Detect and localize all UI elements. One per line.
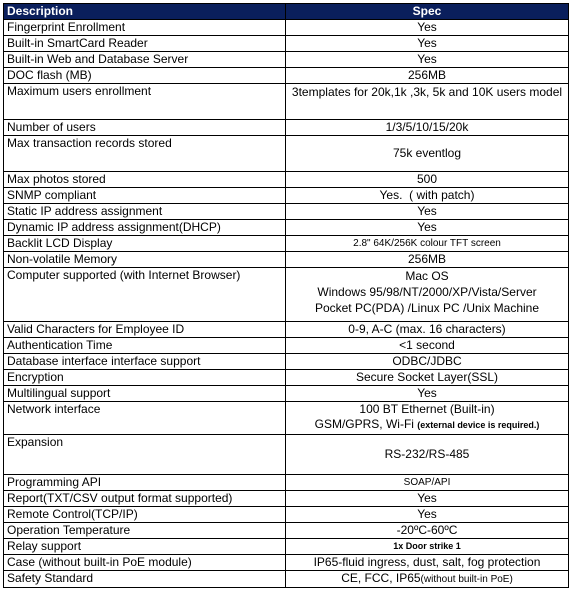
spec-line-text: GSM/GPRS, Wi-Fi [314, 417, 414, 431]
row-spec: IP65-fluid ingress, dust, salt, fog protection [286, 555, 569, 571]
row-spec: Yes [286, 507, 569, 523]
row-description: Built-in SmartCard Reader [4, 36, 286, 52]
row-description: Static IP address assignment [4, 204, 286, 220]
row-spec: 1/3/5/10/15/20k [286, 120, 569, 136]
row-description: Maximum users enrollment [4, 84, 286, 120]
table-row [4, 475, 569, 491]
spec-note: (external device is required.) [417, 420, 540, 430]
row-description: Backlit LCD Display [4, 236, 286, 252]
table-row [4, 338, 569, 354]
row-spec: ODBC/JDBC [286, 354, 569, 370]
row-spec [286, 571, 569, 588]
table-row [4, 68, 569, 84]
table-row [4, 36, 569, 52]
table-row [4, 188, 569, 204]
row-spec: 75k eventlog [286, 136, 569, 172]
row-spec: <1 second [286, 338, 569, 354]
table-row [4, 252, 569, 268]
row-spec: SOAP/API [286, 475, 569, 491]
row-spec [286, 402, 569, 435]
row-spec: Yes [286, 386, 569, 402]
row-description: Operation Temperature [4, 523, 286, 539]
row-description: Dynamic IP address assignment(DHCP) [4, 220, 286, 236]
row-description: Encryption [4, 370, 286, 386]
table-row [4, 555, 569, 571]
row-description: DOC flash (MB) [4, 68, 286, 84]
spec-note: (without built-in PoE) [420, 574, 513, 585]
row-description: Max transaction records stored [4, 136, 286, 172]
header-row [4, 4, 569, 20]
row-spec: 2.8" 64K/256K colour TFT screen [286, 236, 569, 252]
row-spec: Yes [286, 36, 569, 52]
row-description: Network interface [4, 402, 286, 435]
row-spec: Yes [286, 204, 569, 220]
row-description: Multilingual support [4, 386, 286, 402]
table-row [4, 491, 569, 507]
row-spec: 256MB [286, 252, 569, 268]
row-description: Database interface interface support [4, 354, 286, 370]
table-row [4, 20, 569, 36]
table-row [4, 136, 569, 172]
table-row [4, 523, 569, 539]
row-description: Case (without built-in PoE module) [4, 555, 286, 571]
spec-line: Windows 95/98/NT/2000/XP/Vista/Server [317, 285, 537, 299]
table-row [4, 268, 569, 322]
row-spec: Yes [286, 491, 569, 507]
row-spec: 256MB [286, 68, 569, 84]
row-spec: 3templates for 20k,1k ,3k, 5k and 10K users model [286, 84, 569, 120]
table-row [4, 204, 569, 220]
spec-line: Mac OS [405, 269, 449, 283]
table-row [4, 507, 569, 523]
table-row [4, 571, 569, 588]
row-description: Valid Characters for Employee ID [4, 322, 286, 338]
table-row [4, 386, 569, 402]
spec-line [289, 417, 565, 433]
row-spec: Secure Socket Layer(SSL) [286, 370, 569, 386]
row-description: Remote Control(TCP/IP) [4, 507, 286, 523]
table-row [4, 236, 569, 252]
spec-line: Pocket PC(PDA) /Linux PC /Unix Machine [314, 301, 540, 315]
table-row [4, 370, 569, 386]
row-spec: 0-9, A-C (max. 16 characters) [286, 322, 569, 338]
row-spec: RS-232/RS-485 [286, 435, 569, 475]
row-description: Safety Standard [4, 571, 286, 588]
table-row [4, 402, 569, 435]
table-row [4, 52, 569, 68]
row-spec: 1x Door strike 1 [286, 539, 569, 555]
row-description: Computer supported (with Internet Browser) [4, 268, 286, 322]
table-row [4, 539, 569, 555]
row-description: Max photos stored [4, 172, 286, 188]
spec-table [3, 3, 569, 588]
table-row [4, 322, 569, 338]
row-spec: Yes [286, 20, 569, 36]
row-description: Authentication Time [4, 338, 286, 354]
table-row [4, 435, 569, 475]
row-description: Built-in Web and Database Server [4, 52, 286, 68]
row-spec [286, 268, 569, 322]
table-row [4, 220, 569, 236]
row-description: SNMP compliant [4, 188, 286, 204]
row-description: Programming API [4, 475, 286, 491]
row-description: Non-volatile Memory [4, 252, 286, 268]
row-description: Expansion [4, 435, 286, 475]
row-spec: Yes [286, 52, 569, 68]
table-row [4, 120, 569, 136]
table-row [4, 172, 569, 188]
row-spec: -20ºC-60ºC [286, 523, 569, 539]
header-spec: Spec [286, 4, 569, 20]
row-spec: 500 [286, 172, 569, 188]
table-row [4, 84, 569, 120]
row-description: Report(TXT/CSV output format supported) [4, 491, 286, 507]
row-spec: Yes [286, 220, 569, 236]
row-description: Relay support [4, 539, 286, 555]
row-description: Fingerprint Enrollment [4, 20, 286, 36]
header-description: Description [4, 4, 286, 20]
spec-line: 100 BT Ethernet (Built-in) [359, 402, 495, 416]
table-row [4, 354, 569, 370]
spec-text: CE, FCC, IP65 [341, 571, 421, 585]
row-spec: Yes. ( with patch) [286, 188, 569, 204]
row-description: Number of users [4, 120, 286, 136]
